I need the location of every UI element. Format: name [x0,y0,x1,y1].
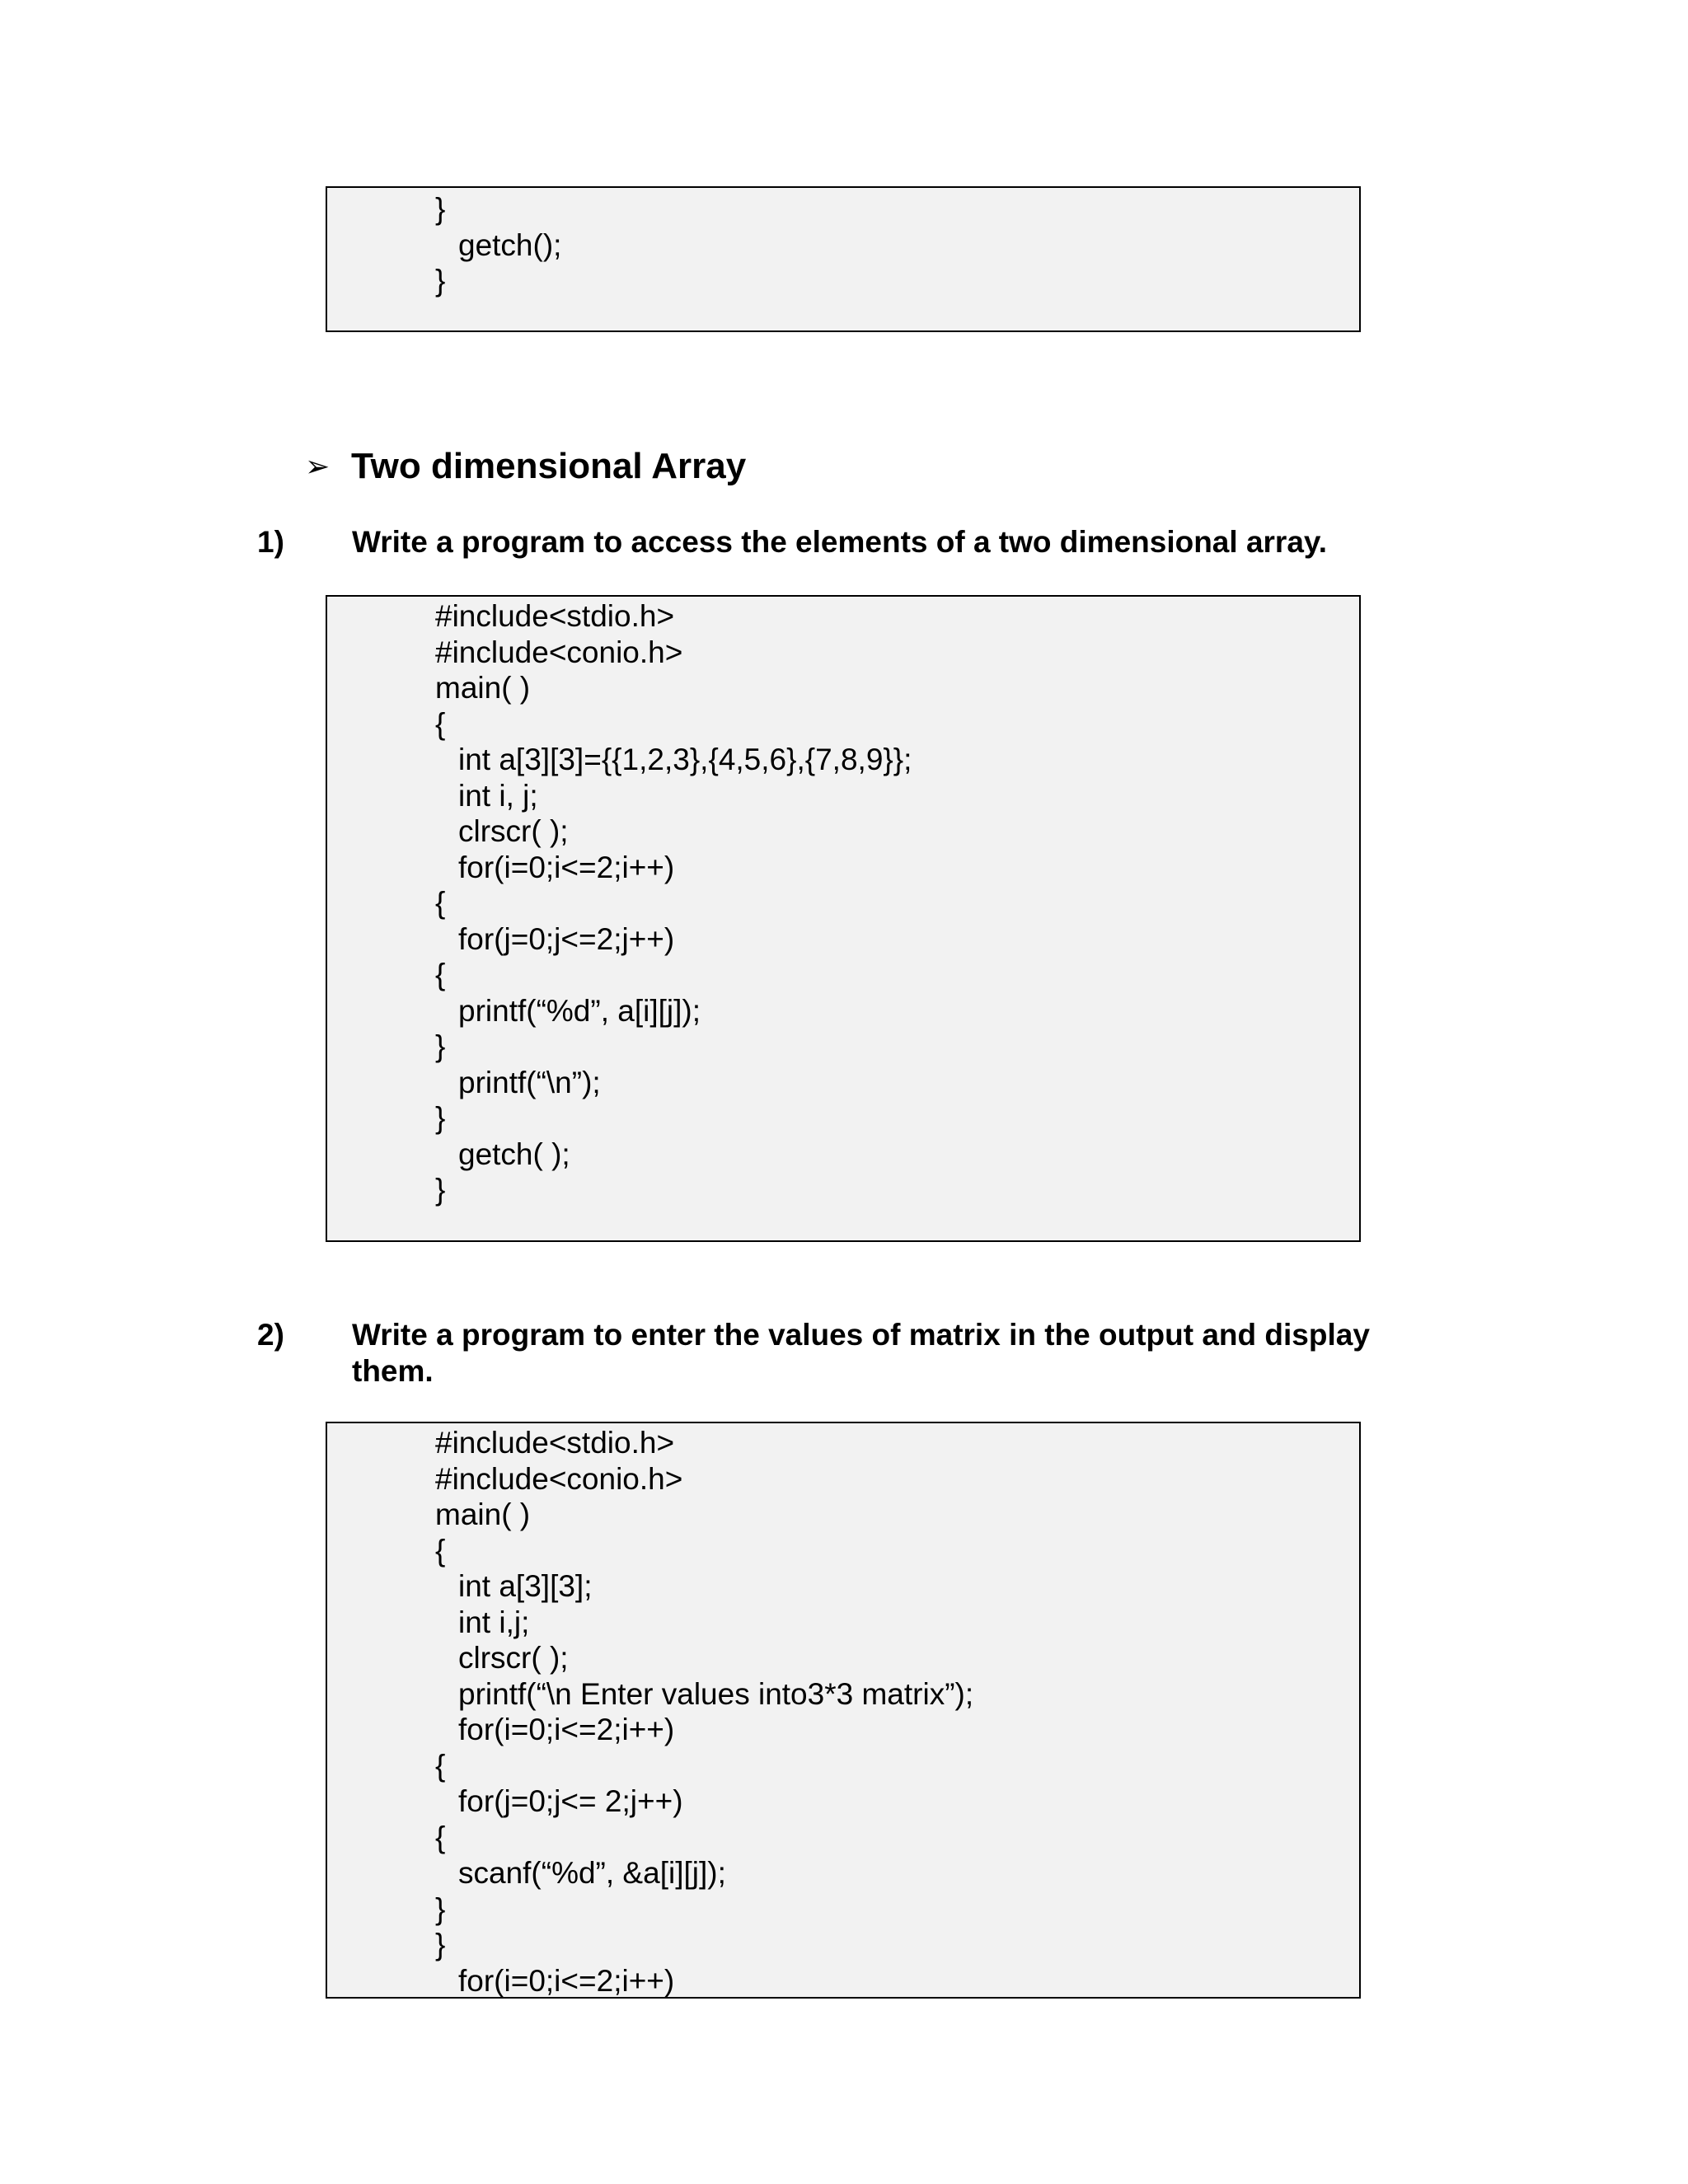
code-line: { [435,1748,446,1783]
code-line: printf(“\n”); [458,1065,601,1099]
code-line: } [435,1173,446,1207]
code-line: { [435,958,446,991]
code-block-question-2 [326,1422,1361,1999]
code-line: } [435,1101,446,1135]
code-line: { [435,706,446,741]
question-text-line-1: Write a program to enter the values of matrix in the output and display [352,1318,1370,1352]
code-block-continuation [326,186,1361,332]
code-line: { [435,1820,446,1854]
code-lines [435,598,912,1208]
code-line: int a[3][3]={{1,2,3},{4,5,6},{7,8,9}}; [458,743,912,776]
code-line: for(i=0;i<=2;i++) [458,850,675,884]
question-number: 1) [257,525,284,559]
code-line: for(j=0;j<= 2;j++) [458,1784,683,1818]
code-line: printf(“\n Enter values into3*3 matrix”); [458,1676,974,1711]
code-line: clrscr( ); [458,1641,569,1675]
code-line: int i,j; [458,1605,530,1639]
code-line: printf(“%d”, a[i][j]); [458,993,701,1028]
code-line: #include<stdio.h> [435,1426,675,1460]
section-heading [305,443,746,490]
code-line: #include<conio.h> [435,635,683,669]
code-line: } [435,192,446,226]
code-line: clrscr( ); [458,814,569,848]
code-line: getch( ); [458,1137,570,1171]
code-line: for(i=0;i<=2;i++) [458,1713,675,1746]
question-number: 2) [257,1318,284,1352]
code-line: } [435,1891,446,1926]
code-line: int i, j; [458,778,538,813]
code-line: { [435,886,446,920]
code-lines [435,191,561,299]
code-line: } [435,1928,446,1961]
code-line: } [435,1029,446,1063]
question-text-line-2: them. [352,1354,434,1388]
question-text [352,1317,1671,1390]
question-text: Write a program to access the elements of a two dimensional array. [352,525,1328,559]
code-lines [435,1425,973,1999]
code-line: #include<stdio.h> [435,599,675,633]
code-line: for(i=0;i<=2;i++) [458,1963,675,1998]
code-line: main( ) [435,1497,531,1531]
code-line: } [435,264,446,298]
code-line: getch(); [458,227,562,262]
code-line: main( ) [435,671,531,705]
code-line: for(j=0;j<=2;j++) [458,921,675,956]
code-line: #include<conio.h> [435,1461,683,1496]
section-title: Two dimensional Array [351,446,747,486]
arrow-bullet-icon: ➢ [305,449,331,483]
code-line: scanf(“%d”, &a[i][j]); [458,1856,726,1890]
code-line: int a[3][3]; [458,1569,593,1603]
code-block-question-1 [326,595,1361,1242]
code-line: { [435,1533,446,1568]
